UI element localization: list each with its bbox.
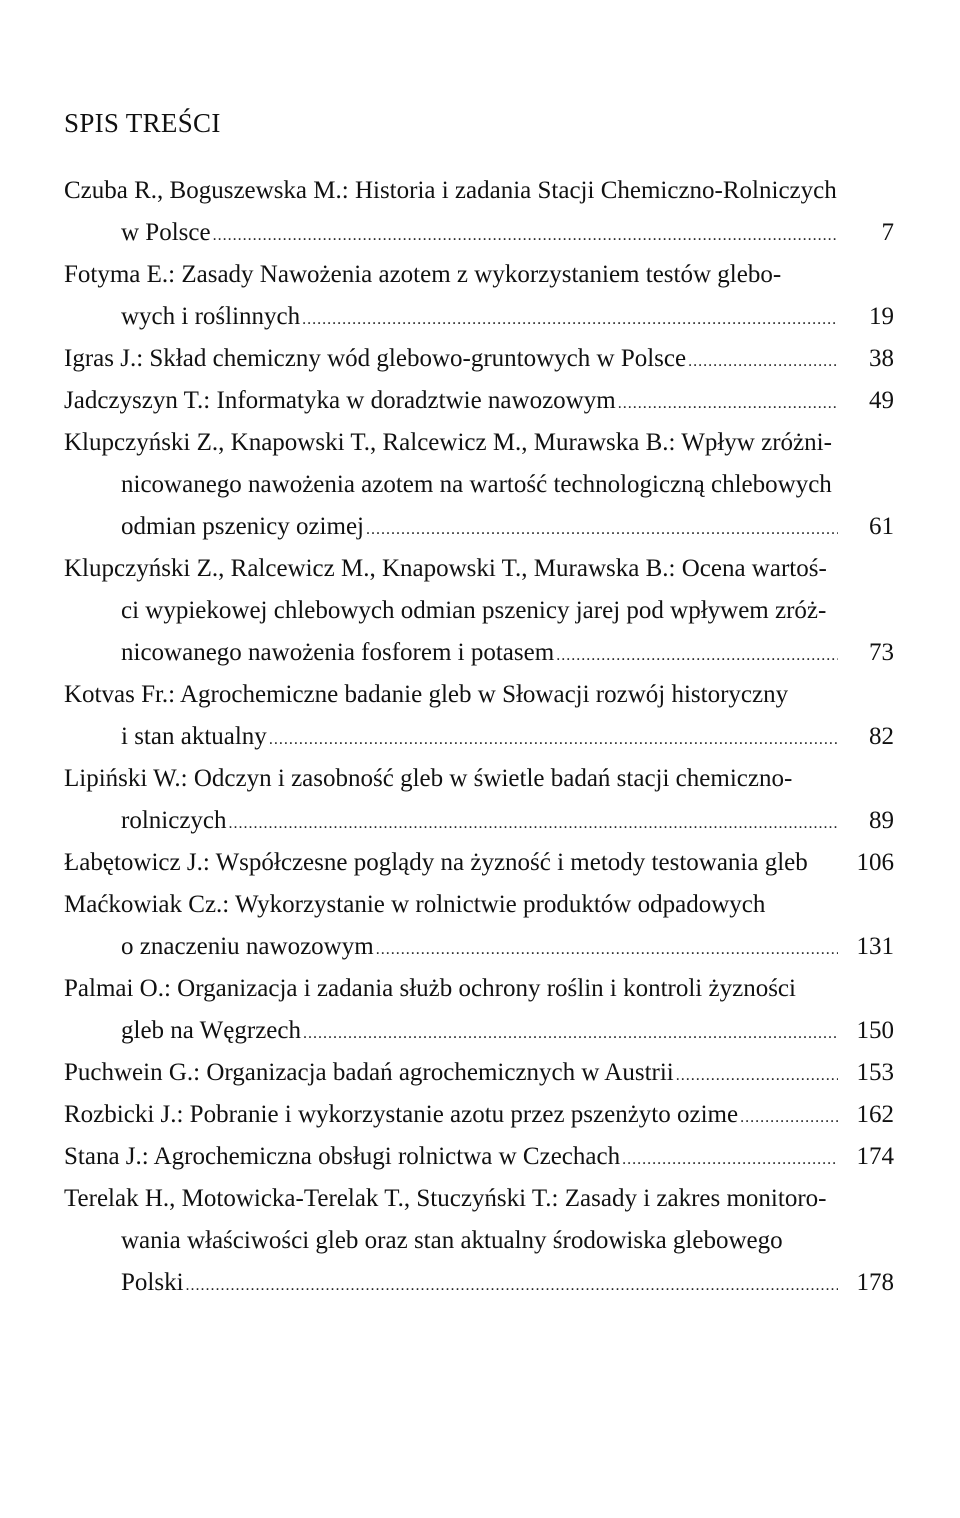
toc-entry xyxy=(64,1136,894,1178)
toc-entry-text: Polski xyxy=(121,1269,184,1296)
toc-entry-last-line xyxy=(64,1010,894,1052)
toc-entry-line: Klupczyński Z., Ralcewicz M., Knapowski T., Murawska B.: Ocena wartoś- xyxy=(64,555,827,582)
toc-entry-last-line xyxy=(64,1052,894,1094)
toc-entry-last-line xyxy=(64,632,894,674)
toc-entry-line: ci wypiekowej chlebowych odmian pszenicy jarej pod wpływem zróż- xyxy=(121,597,827,624)
toc-entry-last-line xyxy=(64,1262,894,1304)
toc-entry-text: Rozbicki J.: Pobranie i wykorzystanie azotu przez pszenżyto ozime xyxy=(64,1101,739,1128)
toc-entry xyxy=(64,254,894,338)
dot-leader xyxy=(303,1013,838,1055)
toc-entry-line: Palmai O.: Organizacja i zadania służb ochrony roślin i kontroli żyzności xyxy=(64,975,796,1002)
toc-entry xyxy=(64,884,894,968)
dot-leader xyxy=(676,1055,838,1097)
toc-entry-line: Klupczyński Z., Knapowski T., Ralcewicz M., Murawska B.: Wpływ zróżni- xyxy=(64,429,832,456)
toc-entry-text: w Polsce xyxy=(121,219,211,246)
toc-entry-last-line xyxy=(64,380,894,422)
toc-entry xyxy=(64,1178,894,1304)
dot-leader xyxy=(229,803,838,845)
toc-entry-text: gleb na Węgrzech xyxy=(121,1017,301,1044)
toc-entry-last-line xyxy=(64,1136,894,1178)
page-title: SPIS TREŚCI xyxy=(64,108,221,138)
toc-entry-last-line xyxy=(64,338,894,380)
page-number: 131 xyxy=(856,933,894,960)
toc-entry-last-line xyxy=(64,716,894,758)
toc-entry-text: rolniczych xyxy=(121,807,227,834)
toc-entry xyxy=(64,338,894,380)
page-number: 73 xyxy=(869,639,894,666)
dot-leader xyxy=(740,1097,838,1139)
toc-entry-line: Kotvas Fr.: Agrochemiczne badanie gleb w Słowacji rozwój historyczny xyxy=(64,681,789,708)
page-number: 162 xyxy=(856,1101,894,1128)
page-number: 106 xyxy=(856,849,894,876)
toc-entry-last-line xyxy=(64,1094,894,1136)
toc-entry-last-line xyxy=(64,926,894,968)
toc-entry xyxy=(64,380,894,422)
toc-entry-last-line xyxy=(64,842,894,884)
toc-entry xyxy=(64,170,894,254)
toc-entry-line: Czuba R., Boguszewska M.: Historia i zadania Stacji Chemiczno-Rolniczych xyxy=(64,177,837,204)
toc-entry xyxy=(64,548,894,674)
toc-entry-text: nicowanego nawożenia fosforem i potasem xyxy=(121,639,555,666)
dot-leader xyxy=(366,509,838,551)
toc-entry xyxy=(64,674,894,758)
dot-leader xyxy=(376,929,838,971)
toc-entry xyxy=(64,758,894,842)
toc-entry-line: Terelak H., Motowicka-Terelak T., Stuczyński T.: Zasady i zakres monitoro- xyxy=(64,1185,827,1212)
dot-leader xyxy=(622,1139,838,1181)
toc-entry-line: wania właściwości gleb oraz stan aktualny środowiska glebowego xyxy=(121,1227,783,1254)
toc-entry-text: wych i roślinnych xyxy=(121,303,301,330)
toc-entry-text: Łabętowicz J.: Współczesne poglądy na żyzność i metody testowania gleb xyxy=(64,849,808,876)
page-number: 19 xyxy=(869,303,894,330)
page-number: 178 xyxy=(856,1269,894,1296)
dot-leader xyxy=(186,1265,838,1307)
page-number: 61 xyxy=(869,513,894,540)
page-number: 49 xyxy=(869,387,894,414)
page-number: 38 xyxy=(869,345,894,372)
page-number: 150 xyxy=(856,1017,894,1044)
toc-entry-last-line xyxy=(64,506,894,548)
page-number: 7 xyxy=(881,219,894,246)
table-of-contents xyxy=(64,170,894,1304)
page-number: 82 xyxy=(869,723,894,750)
page-number: 89 xyxy=(869,807,894,834)
toc-entry-text: odmian pszenicy ozimej xyxy=(121,513,364,540)
toc-entry-text: Stana J.: Agrochemiczna obsługi rolnictwa w Czechach xyxy=(64,1143,621,1170)
toc-entry-text: i stan aktualny xyxy=(121,723,267,750)
toc-entry-text: o znaczeniu nawozowym xyxy=(121,933,374,960)
dot-leader xyxy=(688,341,838,383)
page-number: 153 xyxy=(856,1059,894,1086)
toc-entry xyxy=(64,842,894,884)
dot-leader xyxy=(269,719,838,761)
toc-entry-text: Puchwein G.: Organizacja badań agrochemicznych w Austrii xyxy=(64,1059,674,1086)
toc-entry-text: Jadczyszyn T.: Informatyka w doradztwie nawozowym xyxy=(64,387,616,414)
dot-leader xyxy=(302,299,838,341)
toc-entry-line: Maćkowiak Cz.: Wykorzystanie w rolnictwie produktów odpadowych xyxy=(64,891,766,918)
dot-leader xyxy=(556,635,838,677)
toc-entry-line: Fotyma E.: Zasady Nawożenia azotem z wykorzystaniem testów glebo- xyxy=(64,261,782,288)
toc-entry xyxy=(64,1052,894,1094)
dot-leader xyxy=(618,383,838,425)
dot-leader xyxy=(213,215,838,257)
toc-entry-line: Lipiński W.: Odczyn i zasobność gleb w świetle badań stacji chemiczno- xyxy=(64,765,793,792)
toc-entry xyxy=(64,968,894,1052)
toc-entry-last-line xyxy=(64,212,894,254)
toc-entry-text: Igras J.: Skład chemiczny wód glebowo-gruntowych w Polsce xyxy=(64,345,687,372)
toc-entry xyxy=(64,422,894,548)
page-number: 174 xyxy=(856,1143,894,1170)
toc-entry xyxy=(64,1094,894,1136)
toc-entry-last-line xyxy=(64,296,894,338)
toc-entry-line: nicowanego nawożenia azotem na wartość technologiczną chlebowych xyxy=(121,471,832,498)
toc-entry-last-line xyxy=(64,800,894,842)
